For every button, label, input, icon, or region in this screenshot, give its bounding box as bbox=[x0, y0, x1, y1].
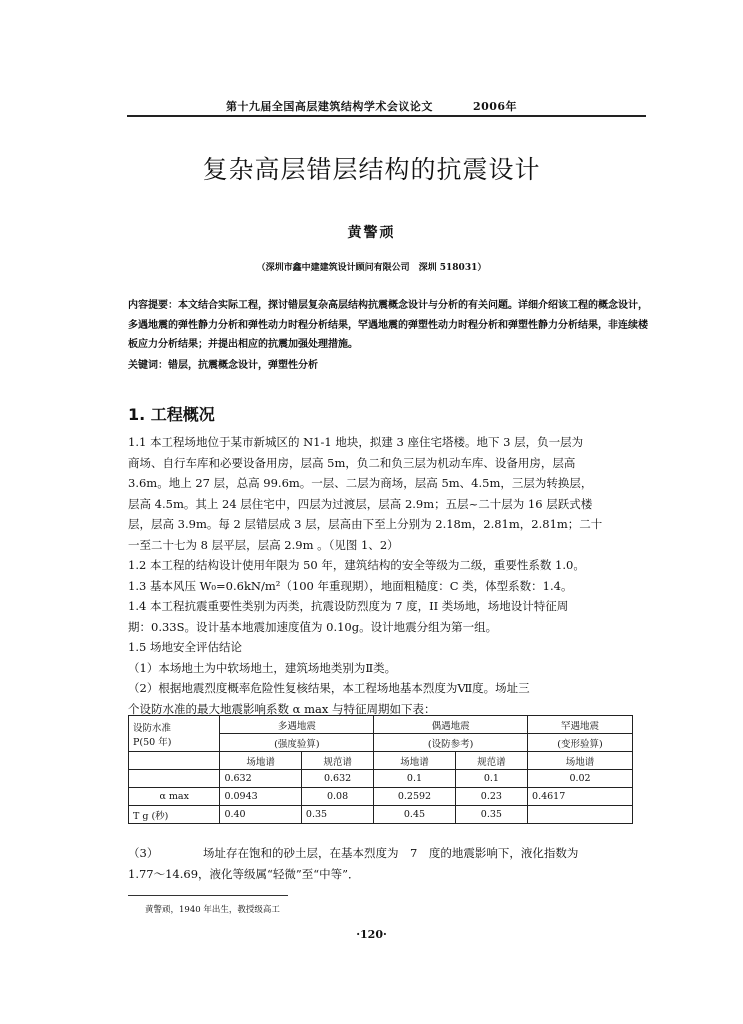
abstract bbox=[128, 296, 648, 355]
list-item bbox=[128, 678, 646, 699]
list-number: （1） bbox=[128, 660, 159, 675]
list-text: 本场地土为中软场地土，建筑场地类别为Ⅱ类。 bbox=[158, 660, 397, 675]
table-header-left: 设防水准 P(50 年) bbox=[129, 716, 220, 752]
table-row bbox=[129, 788, 633, 806]
section-body bbox=[128, 432, 646, 719]
list-item bbox=[128, 843, 646, 864]
keywords-text: 错层，抗震概念设计，弹塑性分析 bbox=[168, 360, 318, 371]
paragraph-line: 1.3 基本风压 W₀=0.6kN/m²（100 年重现期），地面粗糙度：C 类，体型系数：1.4。 bbox=[128, 578, 573, 593]
conference-name: 第十九届全国高层建筑结构学术会议论文 bbox=[225, 100, 433, 113]
paragraph-line: 1.4 本工程抗震重要性类别为丙类，抗震设防烈度为 7 度，II 类场地，场地设计特征周 bbox=[128, 599, 569, 613]
list-text: 场址存在饱和的砂土层，在基本烈度为 7 度的地震影响下，液化指数为 bbox=[203, 846, 579, 860]
table-cell: 0.40 bbox=[220, 806, 301, 824]
table-group-sub: (设防参考) bbox=[374, 734, 528, 752]
keywords-label: 关键词： bbox=[128, 360, 168, 371]
table-row bbox=[129, 806, 633, 824]
table-row-label: T g (秒) bbox=[129, 806, 220, 824]
table-row-label bbox=[129, 770, 220, 788]
table-group-header: 罕遇地震 bbox=[528, 716, 633, 734]
table-cell: 0.632 bbox=[301, 770, 373, 788]
table-group-sub: (变形验算) bbox=[528, 734, 633, 752]
paragraph-line: 期：0.33S。设计基本地震加速度值为 0.10g。设计地震分组为第一组。 bbox=[128, 619, 498, 634]
table-cell bbox=[129, 752, 220, 770]
table-cell: 0.4617 bbox=[528, 788, 633, 806]
table-cell: 0.1 bbox=[455, 770, 527, 788]
conference-year: 2006年 bbox=[472, 100, 518, 113]
paragraph-line: 层高 4.5m。其上 24 层住宅中，四层为过渡层，层高 2.9m；五层~二十层为 16 层跃式楼 bbox=[128, 496, 593, 511]
table-row bbox=[129, 770, 633, 788]
table-col-label: 场地谱 bbox=[220, 752, 301, 770]
page-number: ·120· bbox=[356, 928, 387, 941]
table-row-label: α max bbox=[129, 788, 220, 806]
seismic-table bbox=[128, 715, 633, 824]
affiliation: （深圳市鑫中建建筑设计顾问有限公司 深圳 518031） bbox=[256, 263, 487, 273]
table-cell: 0.45 bbox=[374, 806, 455, 824]
table-col-label: 场地谱 bbox=[374, 752, 455, 770]
paragraph-line: 商场、自行车库和必要设备用房，层高 5m，负二和负三层为机动车库、设备用房，层高 bbox=[128, 455, 576, 470]
footnote-rule bbox=[128, 895, 288, 896]
header-rule bbox=[127, 115, 646, 117]
paragraph-line: 3.6m。地上 27 层，总高 99.6m。一层、二层为商场，层高 5m、4.5m，三层为转换层， bbox=[128, 476, 593, 490]
table-cell: 0.0943 bbox=[220, 788, 301, 806]
table-cell: 0.1 bbox=[374, 770, 455, 788]
item-3 bbox=[128, 843, 646, 884]
list-number: （2） bbox=[128, 681, 159, 695]
paragraph-line: 层，层高 3.9m。每 2 层错层成 3 层，层高由下至上分别为 2.18m，2.81m，2.81m；二十 bbox=[128, 517, 603, 531]
author-name: 黄警顽 bbox=[347, 225, 396, 241]
table-cell: 0.02 bbox=[528, 770, 633, 788]
table-cell: 0.632 bbox=[220, 770, 301, 788]
table-cell: 0.35 bbox=[455, 806, 527, 824]
paper-title: 复杂高层错层结构的抗震设计 bbox=[202, 155, 541, 184]
paragraph-line: 一至二十七为 8 层平层，层高 2.9m 。（见图 1、2） bbox=[128, 537, 399, 552]
table-cell: 0.08 bbox=[301, 788, 373, 806]
paragraph-line: 1.77～14.69，液化等级属“轻微”至“中等”． bbox=[128, 866, 360, 881]
table-col-label: 规范谱 bbox=[455, 752, 527, 770]
paragraph-line: 1.2 本工程的结构设计使用年限为 50 年，建筑结构的安全等级为二级，重要性系数 1.0。 bbox=[128, 558, 585, 572]
list-text: 根据地震烈度概率危险性复核结果，本工程场地基本烈度为Ⅶ度。场址三 bbox=[158, 681, 530, 695]
paragraph-line: 个设防水准的最大地震影响系数 α max 与特征周期如下表： bbox=[128, 701, 436, 716]
table-col-label: 规范谱 bbox=[301, 752, 373, 770]
keywords bbox=[128, 356, 648, 371]
table-cell: 0.2592 bbox=[374, 788, 455, 806]
list-number: （3） bbox=[128, 846, 159, 860]
section-heading: 1. 工程概况 bbox=[128, 405, 215, 424]
running-header bbox=[0, 98, 743, 114]
table-col-label: 场地谱 bbox=[528, 752, 633, 770]
table-cell bbox=[528, 806, 633, 824]
table-group-header: 偶遇地震 bbox=[374, 716, 528, 734]
abstract-label: 内容提要： bbox=[128, 300, 178, 311]
table-cell: 0.23 bbox=[455, 788, 527, 806]
footnote: 黄警顽，1940 年出生，教授级高工 bbox=[145, 905, 280, 915]
table-cell: 0.35 bbox=[301, 806, 373, 824]
table-group-header: 多遇地震 bbox=[220, 716, 374, 734]
paragraph-line: 1.5 场地安全评估结论 bbox=[128, 640, 242, 654]
table-group-sub: (强度验算) bbox=[220, 734, 374, 752]
paragraph-line: 1.1 本工程场地位于某市新城区的 N1-1 地块，拟建 3 座住宅塔楼。地下 3 层，负一层为 bbox=[128, 435, 584, 449]
abstract-text: 本文结合实际工程，探讨错层复杂高层结构抗震概念设计与分析的有关问题。详细介绍该工程的概念设计，多遇地震的弹性静力分析和弹性动力时程分析结果，罕遇地震的弹塑性动力时程分析和弹塑性静力分析结果，非连续楼板应力分析结果；并提出相应的抗震加强处理措施。 bbox=[128, 300, 648, 350]
list-item bbox=[128, 658, 646, 679]
